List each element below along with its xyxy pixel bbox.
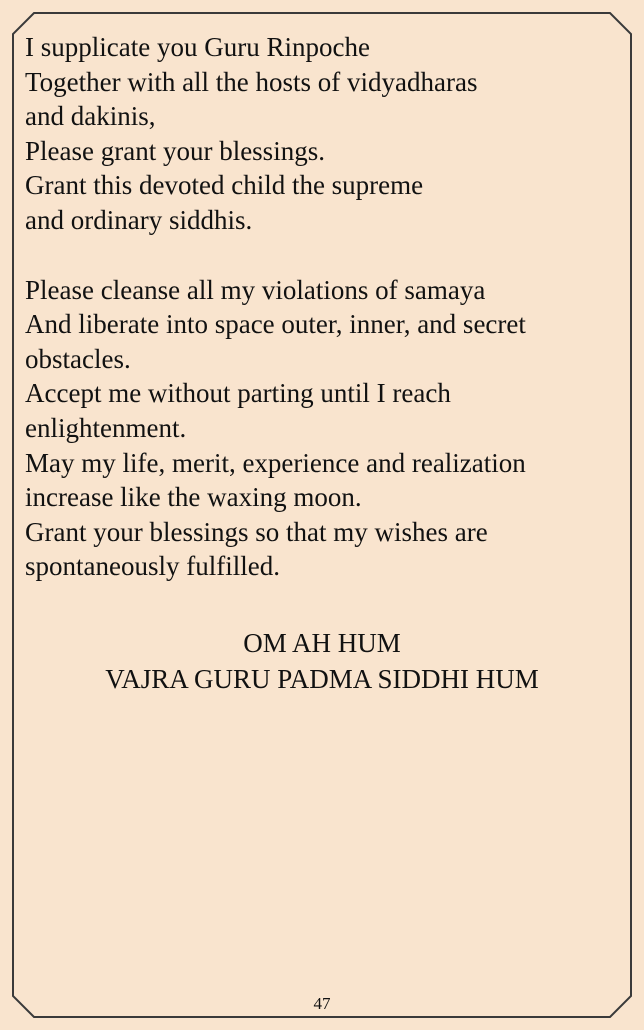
verse-line: Together with all the hosts of vidyadharas	[25, 66, 478, 97]
verse-line: and dakinis,	[25, 101, 156, 132]
verse-line: Grant your blessings so that my wishes are	[25, 516, 488, 547]
mantra-line: OM AH HUM	[243, 628, 401, 658]
verse-line: enlightenment.	[25, 412, 187, 443]
verse-line: obstacles.	[25, 343, 131, 374]
verse-line: And liberate into space outer, inner, and secret	[25, 309, 526, 340]
verse-line: Accept me without parting until I reach	[25, 378, 451, 409]
page-number: 47	[313, 994, 331, 1013]
stanza-supplication	[25, 30, 615, 238]
verse-line: increase like the waxing moon.	[25, 482, 362, 513]
mantra-block	[0, 625, 644, 697]
verse-line: I supplicate you Guru Rinpoche	[25, 32, 370, 62]
verse-line: and ordinary siddhis.	[25, 204, 253, 235]
verse-line: Grant this devoted child the supreme	[25, 170, 424, 201]
verse-line: Please grant your blessings.	[25, 135, 325, 166]
verse-line: Please cleanse all my violations of samaya	[25, 274, 486, 305]
verse-line: spontaneously fulfilled.	[25, 551, 280, 582]
verse-line: May my life, merit, experience and realization	[25, 447, 526, 478]
mantra-line: VAJRA GURU PADMA SIDDHI HUM	[105, 664, 539, 694]
stanza-spacer	[25, 238, 615, 273]
stanza-request	[25, 273, 615, 584]
prayer-text	[25, 30, 615, 584]
